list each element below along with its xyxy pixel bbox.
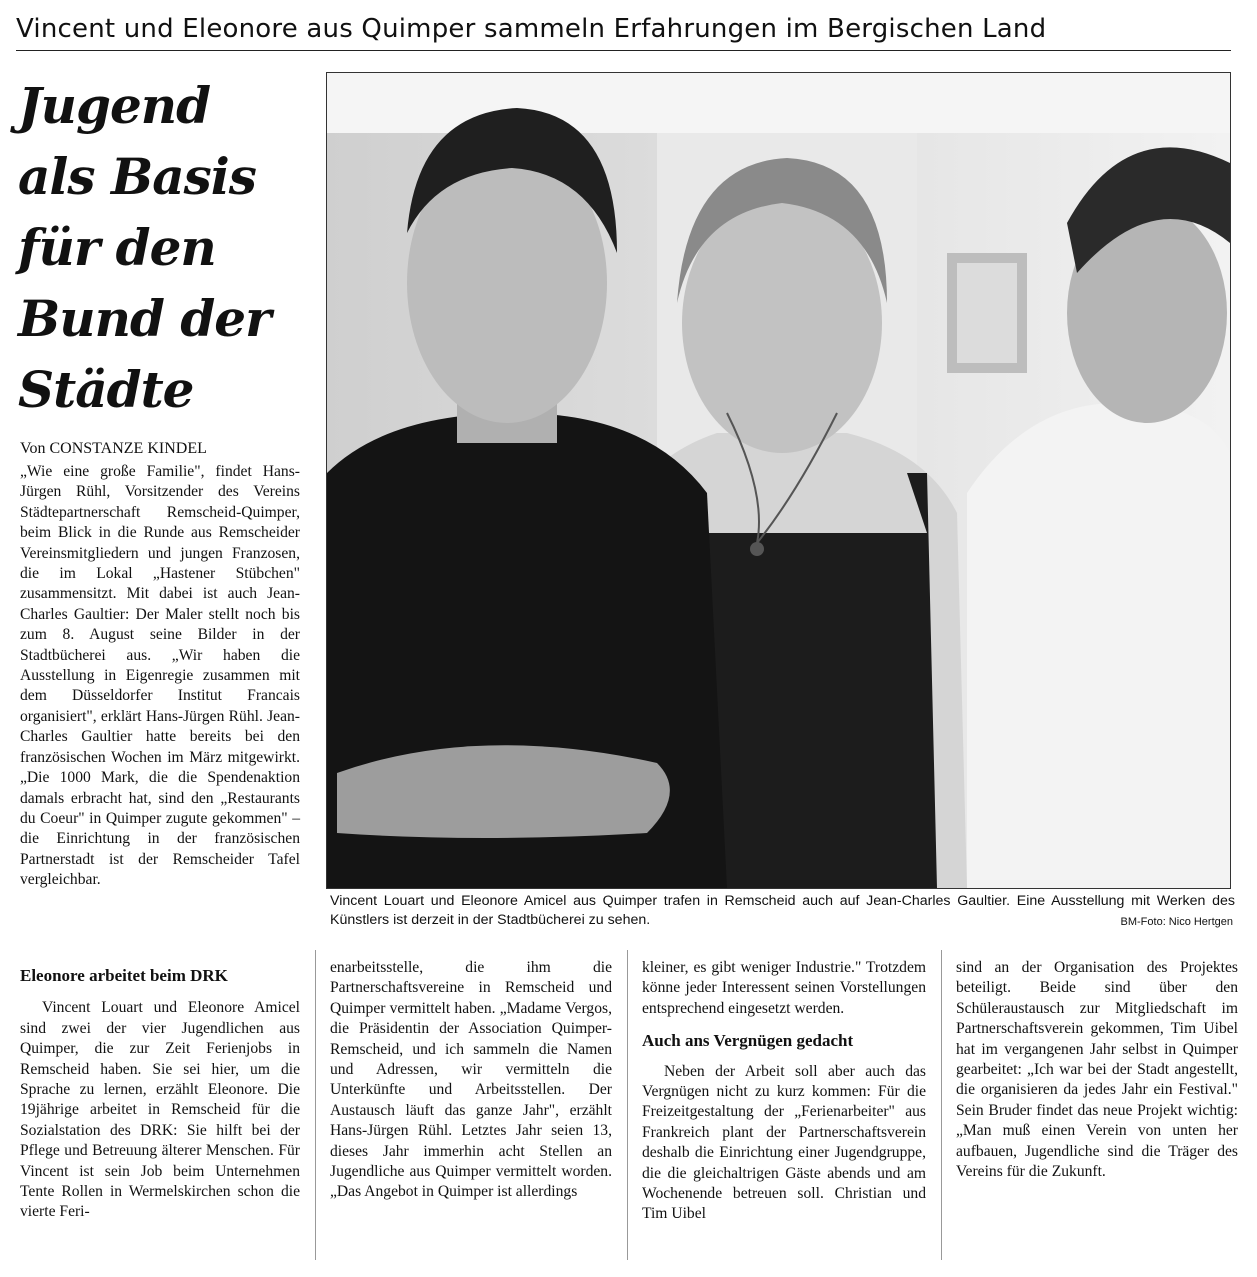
photo-three-people <box>326 72 1231 889</box>
body-paragraph: kleiner, es gibt weniger Industrie." Trotzdem könne jeder Interessent seinen Vorstellungen entsprechend eingesetzt werden. <box>642 959 926 1017</box>
subheading-vergnuegen: Auch ans Vergnügen gedacht <box>642 1031 854 1051</box>
byline: Von CONSTANZE KINDEL <box>20 440 207 457</box>
column-divider <box>627 950 628 1260</box>
photo-credit: BM-Foto: Nico Hertgen <box>1120 916 1233 928</box>
photo-illustration <box>327 73 1230 888</box>
column-1-lead <box>20 462 300 891</box>
body-paragraph: sind an der Organisation des Projektes beteiligt. Beide sind über den Schüleraustausch zur Mitgliedschaft im Partnerschaftsverein gekommen, Tim Uibel hat im vergangenen Jahr selbst in Quimper gearbeitet: „Ich war bei der Stadt angestellt, die organisieren da jedes Jahr ein Festival." Sein Bruder findet das neue Projekt wichtig: „Man muß einen Verein von unten her aufbauen, Jugendliche sind die Träger des Vereins für die Zukunft. <box>956 959 1238 1181</box>
lead-paragraph: „Wie eine große Familie", findet Hans-Jürgen Rühl, Vorsitzender des Vereins Städtepartnerschaft Remscheid-Quimper, beim Blick in die Runde aus Remscheider Vereinsmitgliedern und jungen Franzosen, die im Lokal „Hastener Stübchen" zusammensitzt. Mit dabei ist auch Jean-Charles Gaultier: Der Maler stellt noch bis zum 8. August seine Bilder in der Stadtbücherei aus. „Wir haben die Ausstellung in Eigenregie zusammen mit dem Düsseldorfer Institut Francais organisiert", erklärt Hans-Jürgen Rühl. Jean-Charles Gaultier hatte bereits bei den französischen Wochen im März mitgewirkt. „Die 1000 Mark, die die Spendenaktion damals erbracht hat, sind den „Restaurants du Coeur" in Quimper zugute gekommen" – die Einrichtung in der französischen Partnerstadt ist der Remscheider Tafel vergleichbar. <box>20 463 300 889</box>
column-4 <box>956 958 1238 1182</box>
body-paragraph: enarbeitsstelle, die ihm die Partnerschaftsvereine in Remscheid und Quimper vermittelt haben. „Madame Vergos, die Präsidentin der Association Quimper-Remscheid, und ich sammeln die Namen und Adressen, wir vermitteln die Unterkünfte und Arbeitsstellen. Der Austausch läuft das ganze Jahr", erzählt Hans-Jürgen Rühl. Letztes Jahr seien 13, dieses Jahr immerhin acht Stellen an Jugendliche aus Quimper vermittelt worden. „Das Angebot in Quimper ist allerdings <box>330 959 612 1201</box>
headline-line: für den <box>18 218 216 277</box>
headline <box>18 70 318 425</box>
column-1-tail <box>20 966 300 1223</box>
headline-line: Bund der <box>18 289 271 348</box>
column-divider <box>315 950 316 1260</box>
kicker-line: Vincent und Eleonore aus Quimper sammeln Erfahrungen im Bergischen Land <box>16 14 1231 51</box>
headline-line: als Basis <box>18 147 256 206</box>
headline-line: Jugend <box>18 76 211 135</box>
body-paragraph: Neben der Arbeit soll aber auch das Vergnügen nicht zu kurz kommen: Für die Freizeitgestaltung der „Ferienarbeiter" aus Frankreich plant der Partnerschaftsverein deshalb die Einrichtung einer Jugendgruppe, die die gleichaltrigen Gäste abends und am Wochenende betreuen soll. Christian und Tim Uibel <box>642 1062 926 1223</box>
column-2 <box>330 958 612 1203</box>
photo-caption: Vincent Louart und Eleonore Amicel aus Quimper trafen in Remscheid auch auf Jean-Charles Gaultier. Eine Ausstellung mit Werken des Künstlers ist derzeit in der Stadtbücherei zu sehen. <box>330 893 1235 928</box>
body-paragraph: Vincent Louart und Eleonore Amicel sind zwei der vier Jugendlichen aus Quimper, die zur Zeit Ferienjobs in Remscheid haben. Sie sei hier, um die Sprache zu lernen, erzählt Eleonore. Die 19jährige arbeitet in Remscheid für die Sozialstation des DRK: Sie hilft bei der Pflege und Betreuung älterer Menschen. Für Vincent ist sein Job beim Unternehmen Tente Rollen in Wermelskirchen schon die vierte Feri- <box>20 999 300 1221</box>
column-3 <box>642 958 926 1225</box>
headline-line: Städte <box>18 360 194 419</box>
column-divider <box>941 950 942 1260</box>
subheading-drk: Eleonore arbeitet beim DRK <box>20 966 228 985</box>
